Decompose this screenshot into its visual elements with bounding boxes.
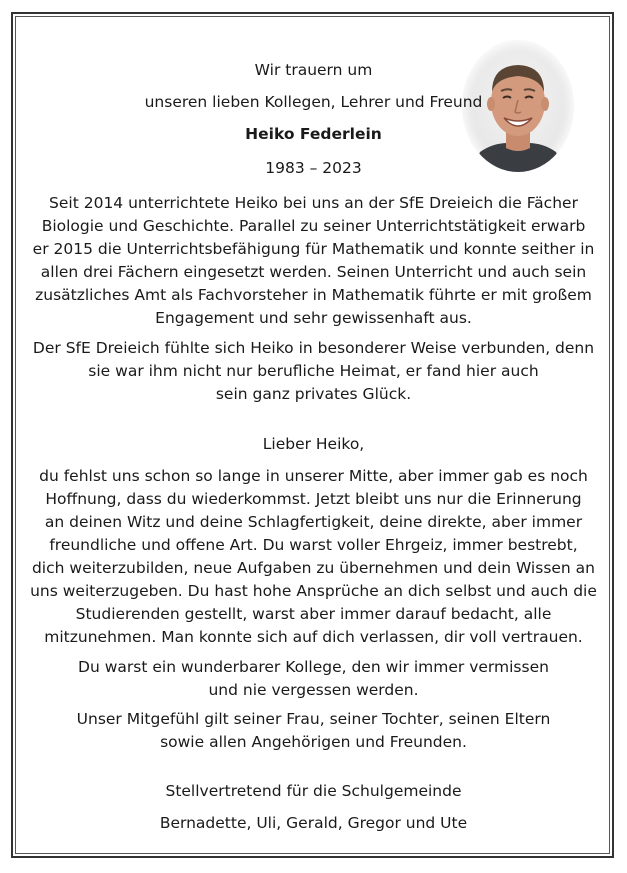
bio-text-line: er 2015 die Unterrichtsbefähigung für Mathematik und konnte seither in — [32, 240, 595, 258]
bio-text-line: Engagement und sehr gewissenhaft aus. — [155, 309, 472, 327]
sympathy-text-line: Unser Mitgefühl gilt seiner Frau, seiner Tochter, seinen Eltern — [76, 710, 551, 728]
colleague-text-line: und nie vergessen werden. — [208, 681, 419, 699]
sympathy-text-line: sowie allen Angehörigen und Freunden. — [160, 733, 467, 751]
bio-text-line: zusätzliches Amt als Fachvorsteher in Mathematik führte er mit großem — [35, 286, 592, 304]
letter-text-line: du fehlst uns schon so lange in unserer Mitte, aber immer gab es noch — [39, 467, 588, 485]
deceased-name: Heiko Federlein — [245, 125, 382, 143]
letter-text-line: mitzunehmen. Man konnte sich auf dich verlassen, dir voll vertrauen. — [44, 628, 583, 646]
salutation: Lieber Heiko, — [262, 435, 365, 453]
connection-text-line: sie war ihm nicht nur berufliche Heimat, er fand hier auch — [88, 362, 539, 380]
intro-line: Wir trauern um — [254, 61, 373, 79]
signature-names: Bernadette, Uli, Gerald, Gregor und Ute — [159, 814, 468, 832]
colleague-text-line: Du warst ein wunderbarer Kollege, den wir immer vermissen — [78, 658, 549, 676]
connection-text-line: sein ganz privates Glück. — [215, 385, 412, 403]
letter-text-line: Studierenden gestellt, warst aber immer darauf bedacht, alle — [75, 605, 552, 623]
letter-text-line: freundliche und offene Art. Du warst voller Ehrgeiz, immer bestrebt, — [49, 536, 578, 554]
bio-text-line: allen drei Fächern eingesetzt werden. Seinen Unterricht und auch sein — [40, 263, 587, 281]
relation-line: unseren lieben Kollegen, Lehrer und Freund — [144, 93, 483, 111]
letter-text-line: Hoffnung, dass du wiederkommst. Jetzt bleibt uns nur die Erinnerung — [45, 490, 582, 508]
letter-text-line: uns weiterzugeben. Du hast hohe Ansprüche an dich selbst und auch die — [30, 582, 597, 600]
signature-intro: Stellvertretend für die Schulgemeinde — [165, 782, 462, 800]
letter-text-line: an deinen Witz und deine Schlagfertigkeit, deine direkte, aber immer — [44, 513, 583, 531]
bio-text-line: Biologie und Geschichte. Parallel zu seiner Unterrichtstätigkeit erwarb — [41, 217, 586, 235]
bio-text-line: Seit 2014 unterrichtete Heiko bei uns an der SfE Dreieich die Fächer — [49, 194, 578, 212]
letter-text-line: dich weiterzubilden, neue Aufgaben zu übernehmen und dein Wissen an — [31, 559, 596, 577]
connection-text-line: Der SfE Dreieich fühlte sich Heiko in besonderer Weise verbunden, denn — [32, 339, 595, 357]
life-years: 1983 – 2023 — [265, 159, 362, 177]
